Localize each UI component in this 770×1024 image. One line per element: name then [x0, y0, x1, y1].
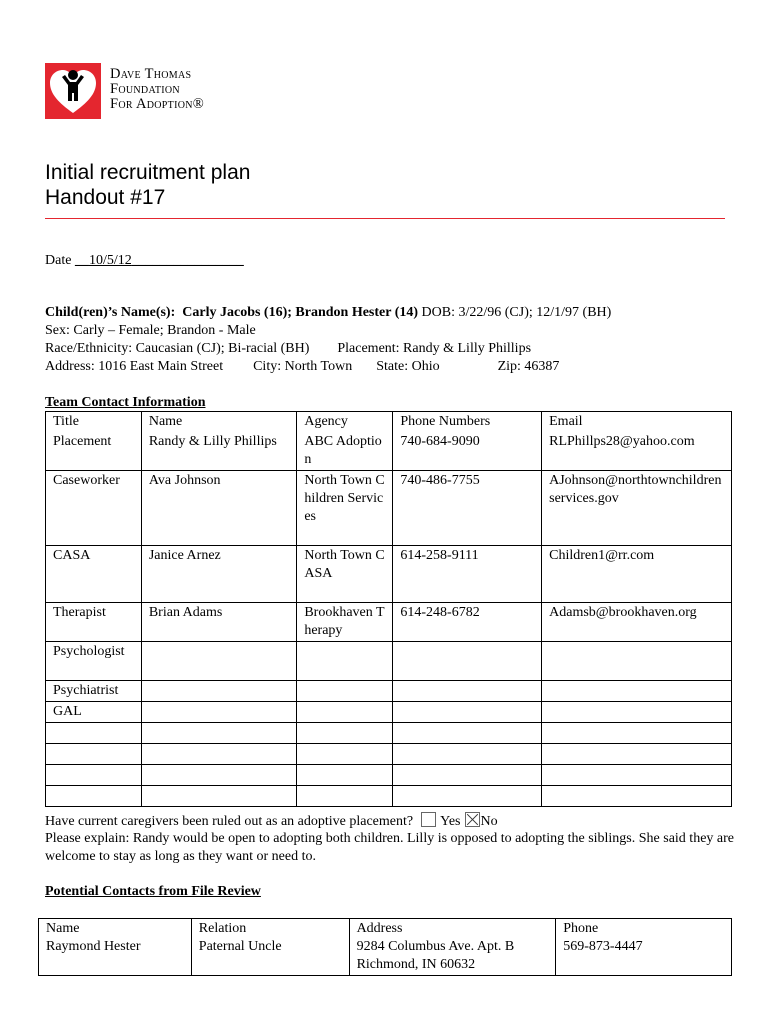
cell-phone: [393, 681, 542, 702]
cell-email: AJohnson@northtownchildren services.gov: [542, 471, 732, 546]
cell-email: [542, 744, 732, 765]
cell-name: [141, 681, 296, 702]
table-row: [46, 765, 732, 786]
table-row: [46, 744, 732, 765]
cell-title: [46, 744, 142, 765]
table-row: [46, 642, 732, 681]
cell-title: Psychologist: [46, 642, 142, 681]
table-row: [46, 432, 732, 471]
cell-title: [46, 723, 142, 744]
title-divider: [45, 218, 725, 219]
cell-title: Caseworker: [46, 471, 142, 546]
cell-agency: Brookhaven Therapy: [297, 603, 393, 642]
team-header-row: [46, 412, 732, 433]
cell-phone: [393, 642, 542, 681]
cell-value: Raymond Hester: [46, 939, 141, 954]
potential-contacts-heading: Potential Contacts from File Review: [45, 884, 261, 899]
cell-name: Ava Johnson: [141, 471, 296, 546]
cell-agency: [297, 744, 393, 765]
column-header: Address: [356, 921, 403, 936]
cell-email: [542, 765, 732, 786]
cell-title: [46, 765, 142, 786]
cell-agency: North Town Children Services: [297, 471, 393, 546]
logo-heart-figure-icon: [45, 63, 101, 119]
explanation-text: Please explain: Randy would be open to adopting both children. Lilly is opposed to adopting the siblings. She said they are welcome to stay as long as they want or need to.: [45, 831, 735, 864]
cell-title: [46, 786, 142, 807]
cell-email: RLPhillps28@yahoo.com: [542, 432, 732, 471]
cell-email: [542, 702, 732, 723]
cell-phone: 614-248-6782: [393, 603, 542, 642]
cell-email: Adamsb@brookhaven.org: [542, 603, 732, 642]
cell-agency: [297, 642, 393, 681]
child-race-row: Race/Ethnicity: Caucasian (CJ); Bi-racial (BH) Placement: Randy & Lilly Phillips: [45, 341, 532, 356]
cell-value: 569-873-4447: [563, 939, 643, 954]
cell-name: Janice Arnez: [141, 546, 296, 603]
cell-name: [141, 765, 296, 786]
cell-phone: [393, 765, 542, 786]
cell-email: [542, 681, 732, 702]
table-row: [46, 786, 732, 807]
page-title: Initial recruitment plan Handout #17: [45, 161, 251, 209]
no-checkbox[interactable]: [465, 812, 480, 827]
yes-checkbox[interactable]: [421, 812, 436, 827]
cell-email: [542, 642, 732, 681]
cell-title: CASA: [46, 546, 142, 603]
child-sex: Sex: Carly – Female; Brandon - Male: [45, 323, 256, 338]
cell-phone: 614-258-9111: [393, 546, 542, 603]
table-row: [46, 546, 732, 603]
cell-name: [141, 786, 296, 807]
cell-title: GAL: [46, 702, 142, 723]
cell-name: [141, 723, 296, 744]
cell-value: 9284 Columbus Ave. Apt. B Richmond, IN 60632: [356, 939, 515, 972]
table-row: [46, 603, 732, 642]
date-value: 10/5/12: [88, 253, 132, 268]
cell-phone: [556, 919, 732, 976]
cell-title: Psychiatrist: [46, 681, 142, 702]
column-header: Name: [46, 921, 80, 936]
cell-title: Placement: [46, 432, 142, 471]
table-row: [46, 723, 732, 744]
cell-phone: [393, 702, 542, 723]
column-header: Title: [46, 412, 142, 433]
cell-phone: [393, 744, 542, 765]
cell-agency: [297, 702, 393, 723]
child-address-row: Address: 1016 East Main Street City: North Town State: Ohio Zip: 46387: [45, 359, 560, 374]
ruled-out-question: Have current caregivers been ruled out as an adoptive placement? Yes No: [45, 814, 498, 829]
column-header: Name: [141, 412, 296, 433]
cell-name: [141, 744, 296, 765]
cell-phone: [393, 723, 542, 744]
column-header: Agency: [297, 412, 393, 433]
cell-email: Children1@rr.com: [542, 546, 732, 603]
column-header: Phone: [563, 921, 599, 936]
cell-title: Therapist: [46, 603, 142, 642]
cell-name: [39, 919, 192, 976]
cell-agency: ABC Adoption: [297, 432, 393, 471]
column-header: Phone Numbers: [393, 412, 542, 433]
cell-relation: [191, 919, 349, 976]
date-row: Date __10/5/12________________: [45, 253, 244, 268]
table-row: [46, 471, 732, 546]
cell-agency: [297, 723, 393, 744]
potential-contacts-table: [38, 918, 732, 976]
cell-name: [141, 642, 296, 681]
cell-name: [141, 702, 296, 723]
cell-phone: 740-486-7755: [393, 471, 542, 546]
cell-email: [542, 723, 732, 744]
cell-agency: [297, 765, 393, 786]
team-contact-table: [45, 411, 732, 807]
column-header: Email: [542, 412, 732, 433]
cell-phone: [393, 786, 542, 807]
cell-value: Paternal Uncle: [198, 939, 282, 954]
cell-phone: 740-684-9090: [393, 432, 542, 471]
cell-agency: North Town CASA: [297, 546, 393, 603]
table-row: [46, 702, 732, 723]
child-names-value: Carly Jacobs (16); Brandon Hester (14): [182, 305, 419, 320]
table-row: [46, 681, 732, 702]
cell-address: [349, 919, 556, 976]
logo-wordmark: Dave Thomas Foundation For Adoption®: [110, 66, 205, 112]
team-contact-heading: Team Contact Information: [45, 395, 206, 410]
cell-name: Randy & Lilly Phillips: [141, 432, 296, 471]
cell-name: Brian Adams: [141, 603, 296, 642]
column-header: Relation: [198, 921, 247, 936]
table-row: [39, 919, 732, 976]
child-names-row: Child(ren)’s Name(s): Carly Jacobs (16); Brandon Hester (14) DOB: 3/22/96 (CJ); 12/1/97 (BH): [45, 305, 612, 320]
cell-agency: [297, 786, 393, 807]
cell-agency: [297, 681, 393, 702]
cell-email: [542, 786, 732, 807]
